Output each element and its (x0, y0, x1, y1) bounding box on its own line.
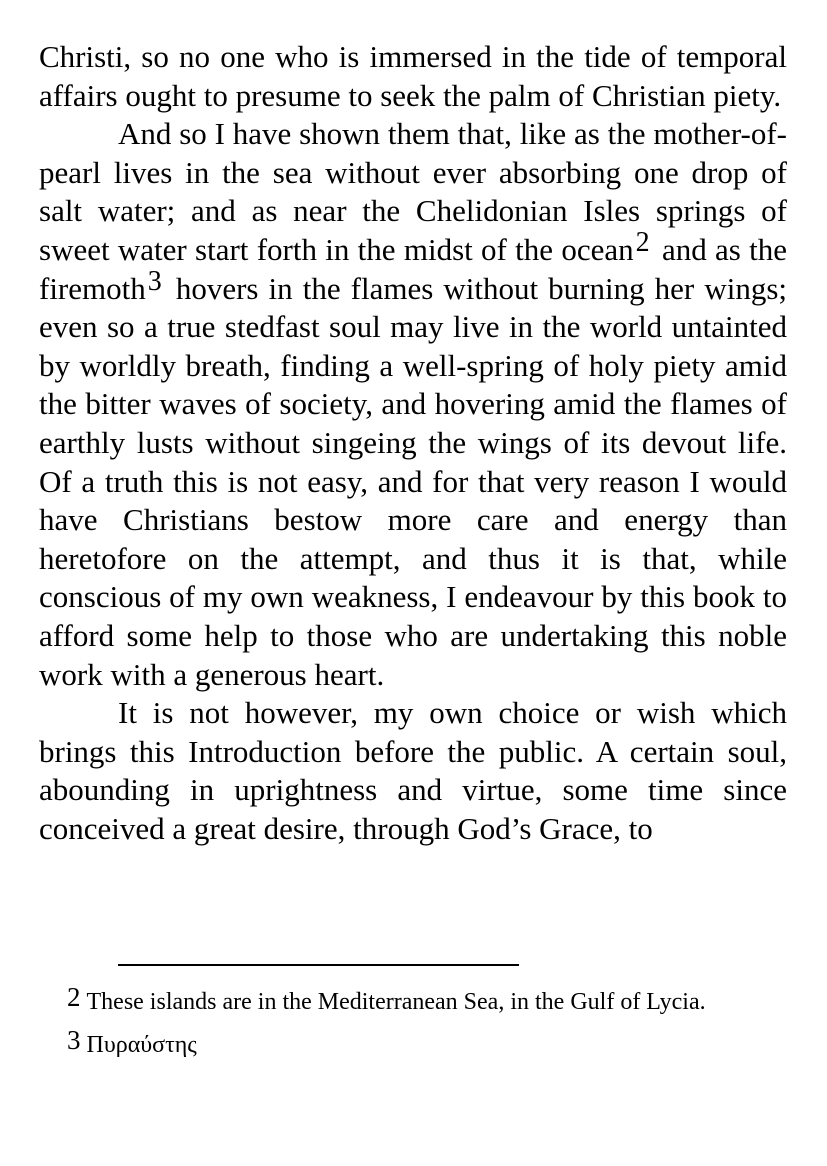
footnote-3-text: Πυραύστης (86, 1032, 197, 1058)
main-text (39, 38, 787, 848)
footnote-3-mark: 3 (67, 1025, 81, 1055)
footnote-2-text: These islands are in the Mediterranean Sea, in the Gulf of Lycia. (86, 989, 706, 1015)
footnotes (39, 984, 787, 1070)
paragraph-2 (39, 115, 787, 694)
paragraph-2-part-1: And so I have shown them that, like as the mother-of-pearl lives in the sea without ever absorbing one drop of salt water; and as near the Chelidonian Isles springs of sweet water start forth in the midst of the ocean (39, 116, 787, 267)
footnote-ref-2[interactable]: 2 (635, 226, 650, 258)
paragraph-2-part-3: hovers in the flames without burning her wings; even so a true stedfast soul may live in the world untainted by worldly breath, finding a well-spring of holy piety amid the bitter waves of society, and hovering amid the flames of earthly lusts without singeing the wings of its devout life. Of a truth this is not easy, and for that very reason I would have Christians bestow more care and energy than heretofore on the attempt, and thus it is that, while conscious of my own weakness, I endeavour by this book to afford some help to those who are undertaking this noble work with a generous heart. (39, 270, 788, 692)
footnote-2 (39, 984, 787, 1018)
paragraph-1: Christi, so no one who is immersed in the tide of temporal affairs ought to presume to seek the palm of Christian piety. (39, 39, 787, 113)
footnote-3 (39, 1027, 787, 1061)
paragraph-2-part-2: and as the firemoth (39, 231, 787, 306)
footnote-ref-3[interactable]: 3 (147, 265, 162, 297)
paragraph-3: It is not however, my own choice or wish which brings this Introduction before the public. A certain soul, abounding in uprightness and virtue, some time since conceived a great desire, through God’s Grace, to (39, 695, 787, 846)
footnote-2-mark: 2 (67, 982, 81, 1012)
footnote-divider (118, 964, 519, 966)
page-body (39, 38, 788, 1058)
